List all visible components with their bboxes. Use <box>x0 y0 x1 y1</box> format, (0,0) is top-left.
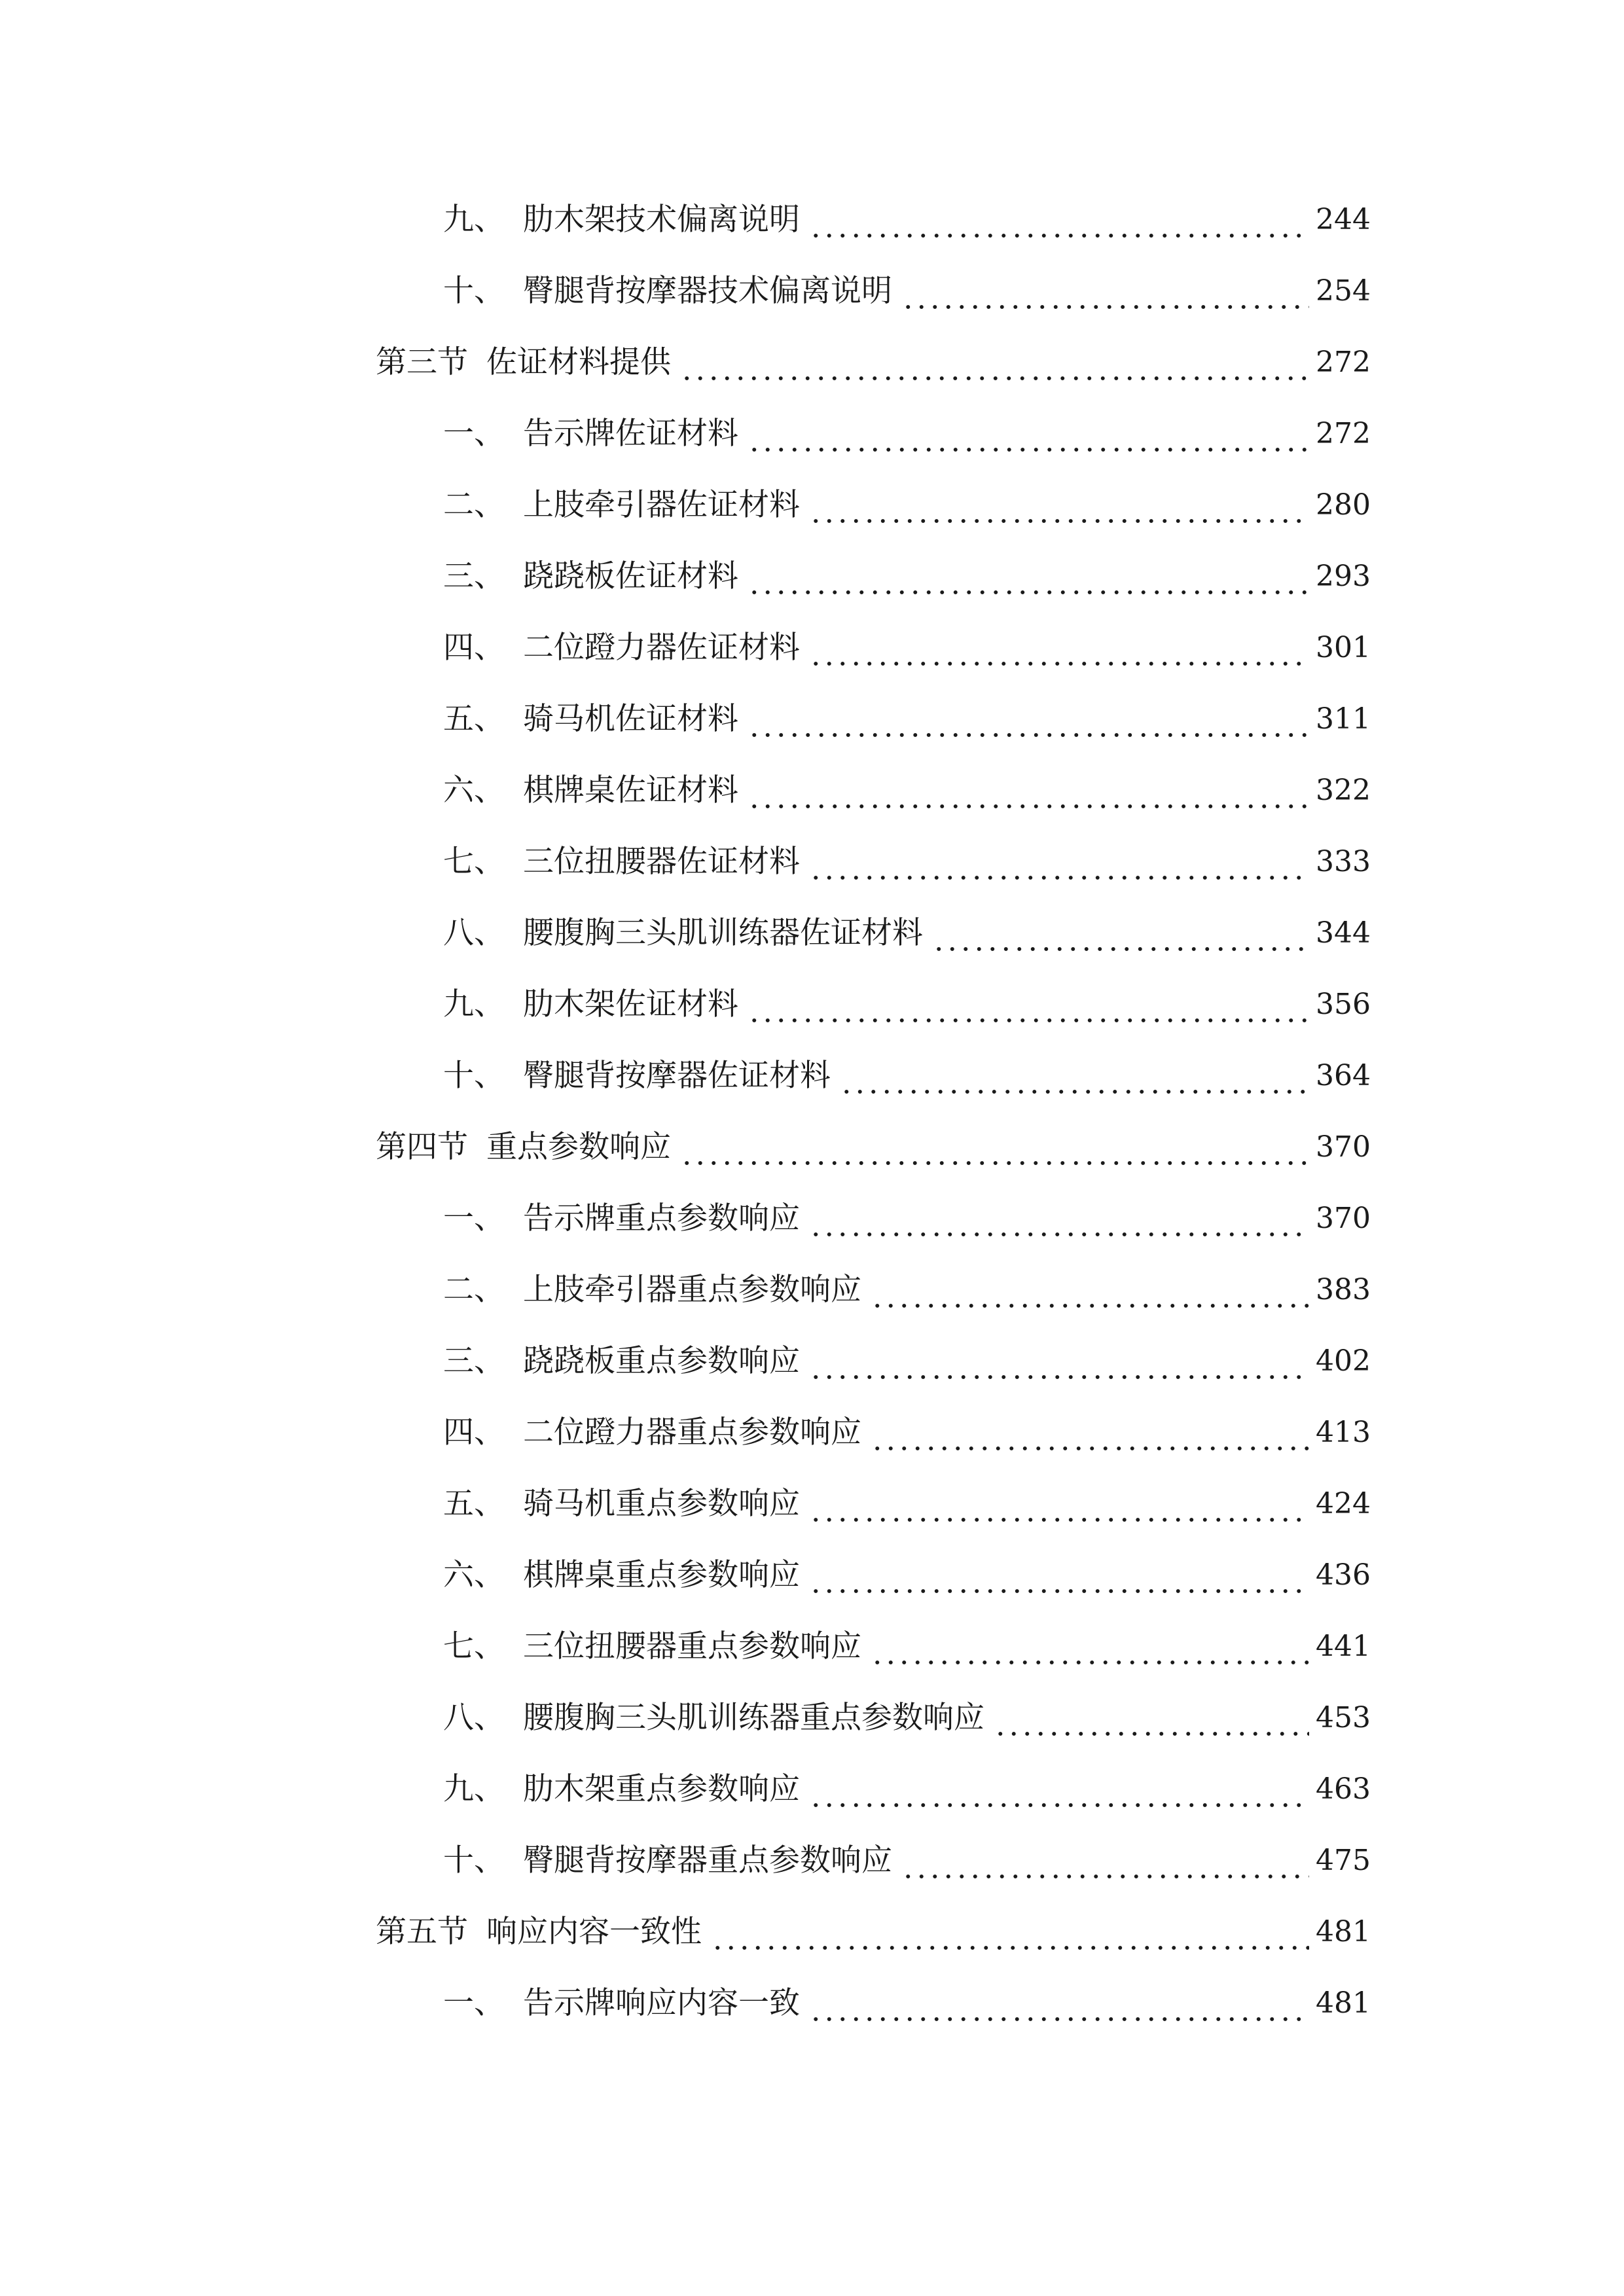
toc-entry[interactable] <box>443 1692 1371 1744</box>
toc-entry-page: 244 <box>1316 203 1371 236</box>
toc-entry[interactable] <box>443 550 1371 603</box>
toc-entry-title: 上肢牵引器重点参数响应 <box>523 1272 861 1308</box>
toc-entry-title: 三位扭腰器佐证材料 <box>523 844 800 880</box>
dot-leader <box>809 622 1309 674</box>
toc-entry-page: 413 <box>1316 1416 1371 1449</box>
toc-entry-number: 十、 <box>443 1058 505 1094</box>
dot-leader <box>871 1621 1309 1673</box>
toc-section-entry[interactable] <box>376 1906 1371 1958</box>
toc-entry-page: 293 <box>1316 560 1371 593</box>
toc-entry-page: 424 <box>1316 1487 1371 1520</box>
toc-entry[interactable] <box>443 1478 1371 1530</box>
toc-entry[interactable] <box>443 1193 1371 1245</box>
toc-section-number: 第五节 <box>376 1914 468 1950</box>
toc-entry-number: 十、 <box>443 273 505 309</box>
toc-section-number: 第四节 <box>376 1129 468 1165</box>
toc-entry-title: 二位蹬力器佐证材料 <box>523 630 800 666</box>
toc-entry-page: 311 <box>1316 702 1371 736</box>
toc-entry[interactable] <box>443 265 1371 317</box>
toc-entry-number: 七、 <box>443 1628 505 1664</box>
toc-entry-title: 肋木架佐证材料 <box>523 986 738 1022</box>
toc-entry[interactable] <box>443 764 1371 817</box>
toc-section-number: 第三节 <box>376 344 468 380</box>
toc-entry-title: 上肢牵引器佐证材料 <box>523 487 800 523</box>
toc-entry[interactable] <box>443 1549 1371 1602</box>
toc-entry-title: 臀腿背按摩器佐证材料 <box>523 1058 831 1094</box>
toc-entry-page: 280 <box>1316 488 1371 522</box>
dot-leader <box>809 1763 1309 1816</box>
toc-entry[interactable] <box>443 622 1371 674</box>
toc-entry-title: 臀腿背按摩器重点参数响应 <box>523 1842 892 1878</box>
toc-entry-page: 436 <box>1316 1558 1371 1592</box>
dot-leader <box>809 479 1309 531</box>
toc-section-title: 佐证材料提供 <box>486 344 671 380</box>
toc-entry[interactable] <box>443 1264 1371 1316</box>
toc-entry[interactable] <box>443 1407 1371 1459</box>
toc-entry-number: 二、 <box>443 1272 505 1308</box>
toc-entry-title: 二位蹬力器重点参数响应 <box>523 1414 861 1450</box>
toc-entry-page: 301 <box>1316 631 1371 664</box>
toc-entry[interactable] <box>443 836 1371 888</box>
toc-entry[interactable] <box>443 1050 1371 1102</box>
toc-entry-number: 四、 <box>443 630 505 666</box>
toc-entry[interactable] <box>443 194 1371 246</box>
dot-leader <box>809 1549 1309 1602</box>
toc-entry-page: 322 <box>1316 774 1371 807</box>
toc-entry-number: 九、 <box>443 202 505 238</box>
toc-entry-title: 腰腹胸三头肌训练器佐证材料 <box>523 915 923 951</box>
dot-leader <box>871 1264 1309 1316</box>
toc-entry-number: 一、 <box>443 1985 505 2021</box>
toc-entry-title: 棋牌桌重点参数响应 <box>523 1557 800 1593</box>
dot-leader <box>809 1335 1309 1388</box>
toc-entry-page: 383 <box>1316 1273 1371 1306</box>
toc-entry-title: 骑马机重点参数响应 <box>523 1486 800 1522</box>
toc-entry-title: 跷跷板重点参数响应 <box>523 1343 800 1379</box>
toc-entry-page: 364 <box>1316 1059 1371 1092</box>
toc-section-title: 重点参数响应 <box>486 1129 671 1165</box>
toc-entry-page: 333 <box>1316 845 1371 878</box>
toc-entry-title: 告示牌重点参数响应 <box>523 1200 800 1236</box>
dot-leader <box>901 1835 1309 1887</box>
toc-entry-number: 一、 <box>443 1200 505 1236</box>
toc-entry-number: 五、 <box>443 1486 505 1522</box>
toc-entry[interactable] <box>443 479 1371 531</box>
dot-leader <box>680 1121 1309 1174</box>
toc-entry-title: 肋木架技术偏离说明 <box>523 202 800 238</box>
toc-entry[interactable] <box>443 1335 1371 1388</box>
toc-entry-number: 七、 <box>443 844 505 880</box>
toc-entry[interactable] <box>443 907 1371 960</box>
toc-entry-title: 臀腿背按摩器技术偏离说明 <box>523 273 892 309</box>
dot-leader <box>932 907 1309 960</box>
dot-leader <box>809 194 1309 246</box>
toc-entry-title: 跷跷板佐证材料 <box>523 558 738 594</box>
toc-entry-title: 告示牌响应内容一致 <box>523 1985 800 2021</box>
toc-entry-number: 六、 <box>443 1557 505 1593</box>
toc-entry-number: 三、 <box>443 1343 505 1379</box>
toc-entry-number: 八、 <box>443 915 505 951</box>
toc-entry-page: 481 <box>1316 1915 1371 1948</box>
toc-entry-number: 十、 <box>443 1842 505 1878</box>
toc-entry[interactable] <box>443 1621 1371 1673</box>
toc-entry-number: 五、 <box>443 701 505 737</box>
toc-entry-page: 370 <box>1316 1202 1371 1235</box>
toc-entry-page: 356 <box>1316 988 1371 1021</box>
dot-leader <box>680 336 1309 389</box>
toc-entry-title: 腰腹胸三头肌训练器重点参数响应 <box>523 1700 984 1736</box>
toc-entry-page: 481 <box>1316 1986 1371 2020</box>
toc-entry-title: 告示牌佐证材料 <box>523 416 738 452</box>
toc-entry-title: 棋牌桌佐证材料 <box>523 772 738 808</box>
toc-entry[interactable] <box>443 408 1371 460</box>
toc-entry[interactable] <box>443 1977 1371 2030</box>
dot-leader <box>809 836 1309 888</box>
toc-entry[interactable] <box>443 693 1371 745</box>
dot-leader <box>711 1906 1309 1958</box>
toc-entry-title: 肋木架重点参数响应 <box>523 1771 800 1807</box>
dot-leader <box>809 1478 1309 1530</box>
toc-entry-number: 九、 <box>443 986 505 1022</box>
toc-entry-page: 475 <box>1316 1844 1371 1877</box>
toc-entry-page: 453 <box>1316 1701 1371 1734</box>
toc-entry-number: 八、 <box>443 1700 505 1736</box>
toc-entry-page: 272 <box>1316 346 1371 379</box>
toc-entry-number: 四、 <box>443 1414 505 1450</box>
toc-section-entry[interactable] <box>376 336 1371 389</box>
dot-leader <box>748 408 1309 460</box>
toc-section-title: 响应内容一致性 <box>486 1914 702 1950</box>
toc-entry-number: 六、 <box>443 772 505 808</box>
dot-leader <box>748 693 1309 745</box>
toc-entry-number: 九、 <box>443 1771 505 1807</box>
dot-leader <box>809 1977 1309 2030</box>
dot-leader <box>748 764 1309 817</box>
dot-leader <box>809 1193 1309 1245</box>
dot-leader <box>994 1692 1309 1744</box>
toc-entry-page: 402 <box>1316 1344 1371 1378</box>
toc-entry-title: 骑马机佐证材料 <box>523 701 738 737</box>
dot-leader <box>871 1407 1309 1459</box>
toc-entry[interactable] <box>443 1763 1371 1816</box>
toc-entry-title: 三位扭腰器重点参数响应 <box>523 1628 861 1664</box>
dot-leader <box>748 550 1309 603</box>
toc-entry-page: 370 <box>1316 1130 1371 1164</box>
toc-entry-page: 441 <box>1316 1630 1371 1663</box>
dot-leader <box>840 1050 1309 1102</box>
toc-entry[interactable] <box>443 1835 1371 1887</box>
toc-entry-page: 344 <box>1316 916 1371 950</box>
toc-entry-number: 三、 <box>443 558 505 594</box>
toc-entry-number: 一、 <box>443 416 505 452</box>
toc-entry-number: 二、 <box>443 487 505 523</box>
toc-entry[interactable] <box>443 978 1371 1031</box>
toc-entry-page: 272 <box>1316 417 1371 450</box>
toc-entry-page: 463 <box>1316 1772 1371 1806</box>
toc-section-entry[interactable] <box>376 1121 1371 1174</box>
toc-entry-page: 254 <box>1316 274 1371 308</box>
dot-leader <box>901 265 1309 317</box>
dot-leader <box>748 978 1309 1031</box>
